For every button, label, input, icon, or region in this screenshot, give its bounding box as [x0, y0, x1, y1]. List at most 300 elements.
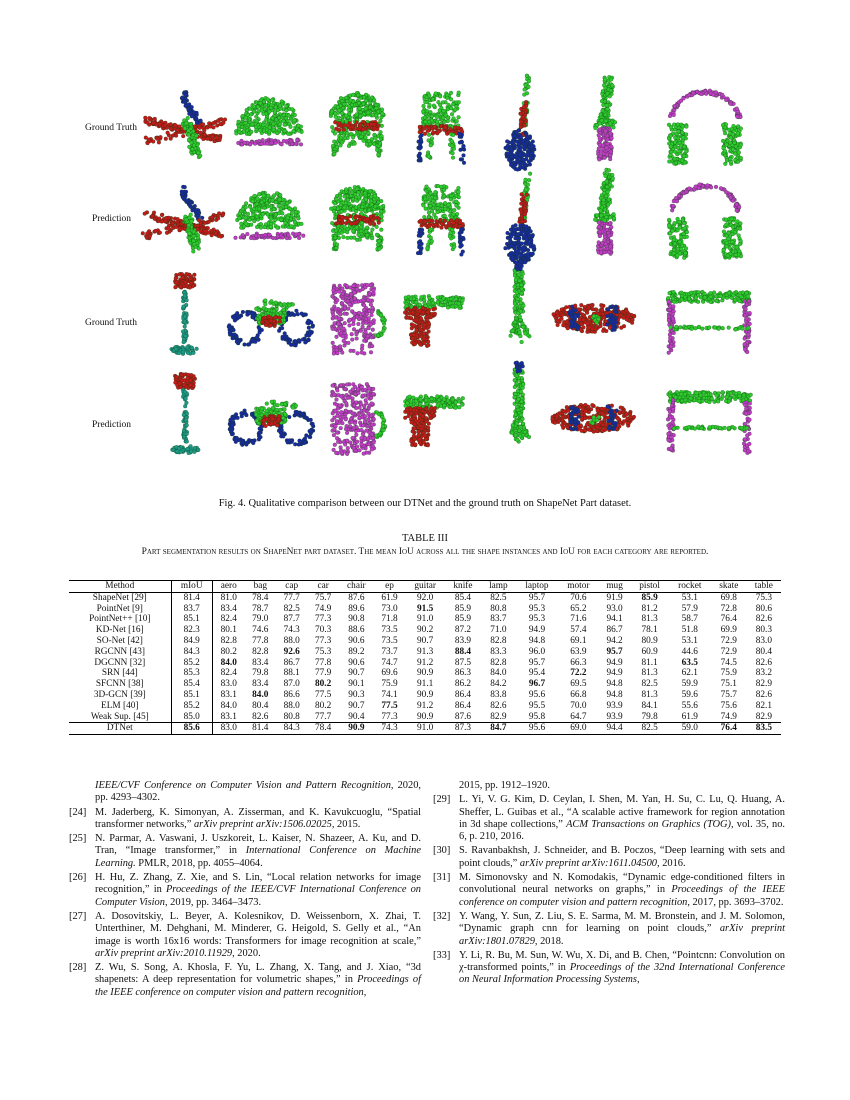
table-row [69, 723, 781, 735]
value-cell: 77.3 [314, 614, 332, 625]
point-cloud-mug-ground-truth [330, 283, 386, 356]
value-cell: 63.9 [570, 646, 587, 657]
value-cell: 86.3 [454, 668, 472, 679]
value-cell: 87.3 [445, 723, 481, 735]
value-cell: 82.5 [641, 679, 658, 690]
value-cell: 83.4 [220, 603, 237, 614]
point-cloud-airplane-ground-truth [143, 90, 227, 159]
value-cell: 83.4 [252, 657, 269, 668]
value-cell: 82.9 [755, 679, 772, 690]
value-cell: 84.3 [171, 647, 212, 658]
value-cell: 90.9 [417, 668, 434, 679]
value-cell: 95.7 [528, 592, 546, 603]
value-cell: 95.4 [528, 668, 546, 679]
value-cell: 77.5 [381, 700, 398, 711]
value-cell: 82.9 [755, 711, 772, 722]
value-cell: 83.3 [490, 646, 507, 657]
value-cell: 83.1 [220, 711, 237, 722]
value-cell: 69.8 [720, 592, 737, 603]
header-car: car [307, 581, 338, 593]
value-cell: 84.9 [171, 636, 212, 647]
value-cell: 59.9 [681, 679, 698, 690]
value-cell: 93.9 [606, 700, 623, 711]
method-cell: PointNet [9] [69, 604, 171, 615]
value-cell: 87.5 [454, 657, 472, 668]
point-cloud-chair-ground-truth [417, 91, 466, 165]
value-cell: 60.9 [641, 646, 658, 657]
value-cell: 86.7 [283, 657, 300, 668]
table-header-row [69, 581, 781, 593]
value-cell: 94.2 [606, 635, 623, 646]
value-cell: 77.3 [381, 711, 398, 722]
value-cell: 88.4 [454, 646, 472, 657]
value-cell: 57.9 [681, 603, 698, 614]
value-cell: 95.3 [528, 603, 546, 614]
value-cell: 71.8 [381, 614, 398, 625]
value-cell: 90.1 [348, 679, 365, 690]
value-cell: 81.3 [641, 668, 658, 679]
value-cell: 82.8 [490, 635, 507, 646]
value-cell: 94.4 [599, 723, 631, 735]
header-chair: chair [339, 581, 374, 593]
value-cell: 81.1 [641, 657, 658, 668]
value-cell: 72.8 [720, 603, 737, 614]
point-cloud-skateboard-ground-truth [552, 303, 636, 334]
value-cell: 94.8 [606, 679, 623, 690]
value-cell: 96.0 [528, 646, 546, 657]
value-cell: 91.2 [417, 657, 434, 668]
value-cell: 95.8 [528, 711, 546, 722]
value-cell: 80.9 [641, 635, 658, 646]
value-cell: 80.4 [755, 646, 772, 657]
table-row [69, 712, 781, 723]
point-cloud-lamp-ground-truth [170, 272, 199, 355]
point-cloud-table-ground-truth [666, 290, 752, 355]
value-cell: 77.7 [314, 711, 332, 722]
table-body [69, 592, 781, 734]
value-cell: 75.9 [720, 668, 737, 679]
value-cell: 58.7 [681, 614, 698, 625]
value-cell: 90.7 [417, 635, 434, 646]
value-cell: 84.0 [490, 668, 507, 679]
table-row [69, 690, 781, 701]
value-cell: 90.8 [348, 614, 365, 625]
value-cell: 85.4 [171, 679, 212, 690]
value-cell: 72.2 [570, 668, 587, 679]
value-cell: 82.3 [171, 625, 212, 636]
value-cell: 82.5 [283, 603, 300, 614]
header-mug: mug [599, 581, 631, 593]
header-ep: ep [374, 581, 405, 593]
value-cell: 95.3 [528, 614, 546, 625]
value-cell: 82.8 [252, 646, 269, 657]
value-cell: 90.6 [348, 635, 365, 646]
value-cell: 84.0 [252, 689, 269, 700]
value-cell: 73.5 [381, 635, 398, 646]
header-method: Method [69, 581, 171, 593]
value-cell: 95.5 [528, 700, 546, 711]
value-cell: 86.7 [606, 625, 623, 636]
value-cell: 82.5 [490, 592, 507, 603]
value-cell: 65.2 [570, 603, 587, 614]
value-cell: 90.7 [348, 700, 365, 711]
value-cell: 90.6 [348, 657, 365, 668]
value-cell: 82.6 [755, 657, 772, 668]
reference-item: [25] N. Parmar, A. Vaswani, J. Uszkoreit, L. Kaiser, N. Shazeer, A. Ku, and D. Tran, “Image transformer,” in International Conference on Machine Learning. PMLR, 2018, pp. 4055–4064. [69, 833, 421, 869]
value-cell: 92.6 [283, 646, 300, 657]
header-bag: bag [245, 581, 276, 593]
value-cell: 79.8 [252, 668, 269, 679]
value-cell: 85.9 [641, 592, 658, 603]
header-rocket: rocket [669, 581, 711, 593]
value-cell: 85.2 [171, 701, 212, 712]
value-cell: 83.2 [755, 668, 772, 679]
point-cloud-knife-prediction [593, 168, 616, 256]
value-cell: 82.5 [630, 723, 668, 735]
value-cell: 85.0 [171, 712, 212, 723]
value-cell: 74.3 [283, 625, 300, 636]
value-cell: 82.4 [220, 614, 237, 625]
table-row [69, 701, 781, 712]
point-cloud-motorbike-ground-truth [227, 299, 315, 348]
value-cell: 85.2 [171, 658, 212, 669]
value-cell: 69.5 [570, 679, 587, 690]
point-cloud-skateboard-prediction [551, 403, 636, 433]
value-cell: 75.3 [314, 646, 332, 657]
value-cell: 89.2 [348, 646, 365, 657]
value-cell: 90.4 [348, 711, 365, 722]
value-cell: 85.1 [171, 690, 212, 701]
method-cell: SO-Net [42] [69, 636, 171, 647]
method-cell: PointNet++ [10] [69, 614, 171, 625]
value-cell: 91.5 [417, 603, 434, 614]
figure-caption: Fig. 4. Qualitative comparison between our DTNet and the ground truth on ShapeNet Part dataset. [218, 498, 632, 509]
value-cell: 96.7 [528, 679, 546, 690]
header-skate: skate [711, 581, 747, 593]
figure-4 [0, 0, 850, 490]
method-cell: SFCNN [38] [69, 679, 171, 690]
value-cell: 72.9 [720, 646, 737, 657]
value-cell: 75.9 [381, 679, 398, 690]
value-cell: 83.4 [252, 679, 269, 690]
value-cell: 81.2 [641, 603, 658, 614]
reference-item: [27] A. Dosovitskiy, L. Beyer, A. Kolesnikov, D. Weissenborn, X. Zhai, T. Unterthiner, M. Dehghani, M. Minderer, G. Heigold, S. Gelly et al., “An image is worth 16x16 words: Transformers for image recognition at scale,” arXiv preprint arXiv:2010.11929, 2020. [69, 910, 421, 959]
value-cell: 91.1 [417, 679, 434, 690]
value-cell: 77.5 [314, 689, 332, 700]
results-table [69, 580, 781, 735]
value-cell: 81.0 [220, 592, 237, 603]
value-cell: 61.9 [381, 592, 398, 603]
value-cell: 90.7 [348, 668, 365, 679]
value-cell: 94.8 [606, 689, 623, 700]
value-cell: 92.0 [417, 592, 434, 603]
value-cell: 82.6 [755, 689, 772, 700]
value-cell: 69.6 [381, 668, 398, 679]
value-cell: 59.0 [669, 723, 711, 735]
value-cell: 83.0 [755, 635, 772, 646]
value-cell: 80.2 [314, 700, 332, 711]
point-cloud-motorbike-prediction [228, 400, 315, 447]
value-cell: 74.7 [381, 657, 398, 668]
row-label-prediction-1: Prediction [92, 214, 132, 224]
value-cell: 95.6 [528, 689, 546, 700]
value-cell: 83.1 [220, 689, 237, 700]
header-lamp: lamp [481, 581, 516, 593]
point-cloud-pistol-ground-truth [403, 294, 464, 347]
header-miou: mIoU [171, 581, 212, 593]
value-cell: 69.0 [558, 723, 599, 735]
point-cloud-rocket-prediction [510, 361, 531, 444]
table-row [69, 679, 781, 690]
point-cloud-earphone-ground-truth [667, 89, 743, 166]
references-left-column [69, 780, 421, 1001]
value-cell: 82.1 [755, 700, 772, 711]
value-cell: 84.0 [220, 700, 237, 711]
value-cell: 87.6 [454, 711, 472, 722]
header-cap: cap [276, 581, 307, 593]
method-cell: KD-Net [16] [69, 625, 171, 636]
value-cell: 82.8 [490, 657, 507, 668]
value-cell: 94.9 [606, 668, 623, 679]
header-motor: motor [558, 581, 599, 593]
value-cell: 61.9 [681, 711, 698, 722]
value-cell: 70.6 [570, 592, 587, 603]
reference-item: [33] Y. Li, R. Bu, M. Sun, W. Wu, X. Di, and B. Chen, “Pointcnn: Convolution on χ-transformed points,” in Proceedings of the 32nd International Conference on Neural Information Processing Systems, [433, 949, 785, 986]
value-cell: 78.4 [307, 723, 338, 735]
table-row [69, 592, 781, 603]
value-cell: 85.6 [171, 723, 212, 735]
value-cell: 86.2 [454, 679, 472, 690]
value-cell: 95.6 [516, 723, 558, 735]
value-cell: 82.6 [755, 614, 772, 625]
table-row [69, 614, 781, 625]
value-cell: 87.0 [283, 679, 300, 690]
value-cell: 82.6 [490, 700, 507, 711]
value-cell: 71.0 [490, 625, 507, 636]
value-cell: 53.1 [681, 592, 698, 603]
table-row [69, 647, 781, 658]
value-cell: 86.4 [454, 700, 472, 711]
method-cell: ShapeNet [29] [69, 592, 171, 603]
value-cell: 75.3 [755, 592, 772, 603]
value-cell: 82.9 [490, 711, 507, 722]
point-cloud-guitar-prediction [504, 172, 537, 265]
value-cell: 88.0 [283, 700, 300, 711]
value-cell: 90.9 [417, 711, 434, 722]
reference-item: [26] H. Hu, Z. Zhang, Z. Xie, and S. Lin, “Local relation networks for image recognition,” in Proceedings of the IEEE/CVF International Conference on Computer Vision, 2019, pp. 3464–3473. [69, 872, 421, 908]
value-cell: 63.5 [681, 657, 698, 668]
method-cell: Weak Sup. [45] [69, 712, 171, 723]
method-cell: DTNet [69, 723, 171, 735]
value-cell: 94.1 [606, 614, 623, 625]
point-cloud-mug-prediction [330, 382, 387, 455]
value-cell: 80.4 [252, 700, 269, 711]
method-cell: SRN [44] [69, 668, 171, 679]
value-cell: 88.0 [283, 635, 300, 646]
point-cloud-airplane-prediction [141, 185, 225, 253]
value-cell: 77.3 [314, 635, 332, 646]
value-cell: 74.1 [381, 689, 398, 700]
table-row [69, 668, 781, 679]
value-cell: 80.1 [220, 625, 237, 636]
value-cell: 72.9 [720, 635, 737, 646]
point-cloud-table-prediction [666, 390, 753, 455]
reference-item: [28] Z. Wu, S. Song, A. Khosla, F. Yu, L. Zhang, X. Tang, and J. Xiao, “3d shapenets: A deep representation for volumetric shapes,” in Proceedings of the IEEE conference on computer vision and pattern recognition, [69, 962, 421, 998]
value-cell: 93.9 [606, 711, 623, 722]
reference-item: [24] M. Jaderberg, K. Simonyan, A. Zisserman, and K. Kavukcuoglu, “Spatial transformer networks,” arXiv preprint arXiv:1506.02025, 2015. [69, 806, 421, 830]
value-cell: 89.6 [348, 603, 365, 614]
value-cell: 90.2 [417, 625, 434, 636]
value-cell: 77.9 [314, 668, 332, 679]
reference-item: [31] M. Simonovsky and N. Komodakis, “Dynamic edge-conditioned filters in convolutional neural networks on graphs,” in Proceedings of the IEEE conference on computer vision and pattern recognition, 2017, pp. 3693–3702. [433, 872, 786, 908]
value-cell: 85.4 [454, 592, 472, 603]
value-cell: 84.3 [276, 723, 307, 735]
reference-item: [32] Y. Wang, Y. Sun, Z. Liu, S. E. Sarma, M. M. Bronstein, and J. M. Solomon, “Dynamic graph cnn for learning on point clouds,” arXiv preprint arXiv:1801.07829, 2018. [433, 910, 786, 947]
reference-continuation: IEEE/CVF Conference on Computer Vision and Pattern Recognition, 2020, pp. 4293–4302. [95, 780, 421, 804]
value-cell: 91.9 [606, 592, 623, 603]
value-cell: 80.6 [755, 603, 772, 614]
value-cell: 81.3 [641, 689, 658, 700]
value-cell: 80.2 [220, 646, 237, 657]
value-cell: 66.3 [570, 657, 587, 668]
table-subtitle: Part segmentation results on ShapeNet part dataset. The mean IoU across all the shape instances and IoU for each category are reported. [141, 547, 709, 557]
value-cell: 90.3 [348, 689, 365, 700]
method-cell: 3D-GCN [39] [69, 690, 171, 701]
value-cell: 74.3 [374, 723, 405, 735]
value-cell: 91.2 [417, 700, 434, 711]
value-cell: 70.3 [314, 625, 332, 636]
value-cell: 91.0 [405, 723, 445, 735]
value-cell: 90.9 [417, 689, 434, 700]
value-cell: 80.8 [283, 711, 300, 722]
point-cloud-pistol-prediction [403, 394, 464, 447]
value-cell: 74.9 [720, 711, 737, 722]
table-title: TABLE III [401, 533, 449, 544]
value-cell: 77.8 [314, 657, 332, 668]
value-cell: 57.4 [570, 625, 587, 636]
point-cloud-car-ground-truth [329, 91, 386, 157]
header-pistol: pistol [630, 581, 668, 593]
value-cell: 78.1 [641, 625, 658, 636]
value-cell: 51.8 [681, 625, 698, 636]
value-cell: 62.1 [681, 668, 698, 679]
point-cloud-lamp-prediction [171, 372, 201, 455]
value-cell: 75.7 [314, 592, 332, 603]
value-cell: 83.7 [490, 614, 507, 625]
references-right-column [433, 780, 785, 989]
value-cell: 82.8 [220, 635, 237, 646]
value-cell: 78.7 [252, 603, 269, 614]
value-cell: 87.2 [454, 625, 472, 636]
value-cell: 85.9 [454, 614, 472, 625]
value-cell: 73.7 [381, 646, 398, 657]
value-cell: 79.8 [641, 711, 658, 722]
value-cell: 94.9 [528, 625, 546, 636]
value-cell: 85.1 [171, 614, 212, 625]
value-cell: 93.0 [606, 603, 623, 614]
value-cell: 73.0 [381, 603, 398, 614]
header-table: table [747, 581, 781, 593]
value-cell: 73.5 [381, 625, 398, 636]
value-cell: 84.7 [481, 723, 516, 735]
value-cell: 82.6 [252, 711, 269, 722]
value-cell: 78.4 [252, 592, 269, 603]
value-cell: 75.7 [720, 689, 737, 700]
value-cell: 82.4 [220, 668, 237, 679]
header-knife: knife [445, 581, 481, 593]
value-cell: 80.3 [755, 625, 772, 636]
value-cell: 81.4 [245, 723, 276, 735]
value-cell: 77.8 [252, 635, 269, 646]
value-cell: 87.7 [283, 614, 300, 625]
value-cell: 84.0 [220, 657, 237, 668]
header-aero: aero [212, 581, 244, 593]
table-row [69, 658, 781, 669]
value-cell: 76.4 [720, 614, 737, 625]
value-cell: 85.9 [454, 603, 472, 614]
value-cell: 77.7 [283, 592, 300, 603]
point-cloud-earphone-prediction [667, 183, 743, 260]
point-cloud-chair-prediction [416, 184, 465, 256]
table-row [69, 625, 781, 636]
value-cell: 53.1 [681, 635, 698, 646]
value-cell: 83.8 [490, 689, 507, 700]
value-cell: 44.6 [681, 646, 698, 657]
point-cloud-car-prediction [329, 185, 385, 251]
value-cell: 74.5 [720, 657, 737, 668]
value-cell: 59.6 [681, 689, 698, 700]
reference-continuation: 2015, pp. 1912–1920. [459, 780, 550, 791]
value-cell: 94.8 [528, 635, 546, 646]
value-cell: 83.9 [454, 635, 472, 646]
value-cell: 66.8 [570, 689, 587, 700]
table-row [69, 604, 781, 615]
value-cell: 64.7 [570, 711, 587, 722]
point-cloud-cap-ground-truth [234, 96, 303, 146]
value-cell: 69.9 [720, 625, 737, 636]
reference-item: [29] L. Yi, V. G. Kim, D. Ceylan, I. Shen, M. Yan, H. Su, C. Lu, Q. Huang, A. Sheffer, L. Guibas et al., “A scalable active framework for region annotation in 3d shape collections,” ACM Transactions on Graphics (TOG), vol. 35, no. 6, p. 210, 2016. [433, 794, 786, 843]
table-row [69, 636, 781, 647]
value-cell: 83.7 [171, 604, 212, 615]
value-cell: 83.0 [220, 679, 237, 690]
value-cell: 84.1 [641, 700, 658, 711]
value-cell: 75.1 [720, 679, 737, 690]
value-cell: 84.2 [490, 679, 507, 690]
value-cell: 76.4 [711, 723, 747, 735]
value-cell: 81.4 [171, 592, 212, 603]
row-label-ground-truth-1: Ground Truth [85, 123, 137, 133]
value-cell: 88.6 [348, 625, 365, 636]
method-cell: RGCNN [43] [69, 647, 171, 658]
value-cell: 83.0 [212, 723, 244, 735]
value-cell: 55.6 [681, 700, 698, 711]
value-cell: 86.6 [283, 689, 300, 700]
row-label-prediction-2: Prediction [92, 420, 132, 430]
point-cloud-knife-ground-truth [593, 75, 617, 161]
value-cell: 95.7 [528, 657, 546, 668]
row-label-ground-truth-2: Ground Truth [85, 318, 137, 328]
value-cell: 79.0 [252, 614, 269, 625]
method-cell: ELM [40] [69, 701, 171, 712]
value-cell: 88.1 [283, 668, 300, 679]
value-cell: 74.6 [252, 625, 269, 636]
header-laptop: laptop [516, 581, 558, 593]
point-cloud-guitar-ground-truth [504, 74, 536, 172]
value-cell: 90.9 [339, 723, 374, 735]
value-cell: 80.2 [314, 679, 332, 690]
value-cell: 86.4 [454, 689, 472, 700]
point-cloud-rocket-ground-truth [509, 259, 532, 344]
